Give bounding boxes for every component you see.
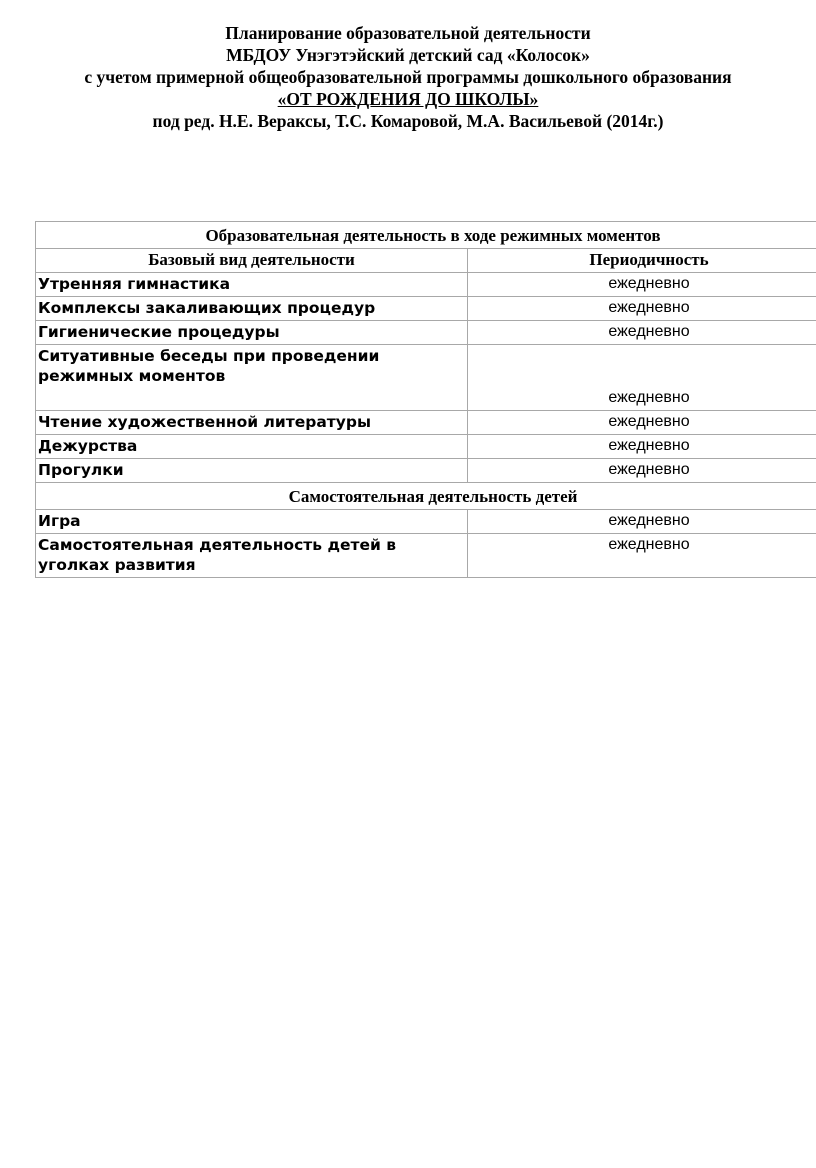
title-line-5: под ред. Н.Е. Вераксы, Т.С. Комаровой, М.А. Васильевой (2014г.) [152, 111, 664, 131]
column-header-periodicity: Периодичность [468, 249, 816, 273]
activity-schedule-table [35, 221, 816, 578]
title-line-3: с учетом примерной общеобразовательной программы дошкольного образования [84, 67, 732, 87]
title-line-1: Планирование образовательной деятельности [225, 23, 591, 43]
activity-cell: Прогулки [36, 459, 468, 483]
activity-cell: Утренняя гимнастика [36, 273, 468, 297]
periodicity-cell: ежедневно [468, 435, 816, 459]
program-name: «ОТ РОЖДЕНИЯ ДО ШКОЛЫ» [277, 89, 539, 109]
activity-cell: Гигиенические процедуры [36, 321, 468, 345]
periodicity-cell: ежедневно [468, 459, 816, 483]
periodicity-cell: ежедневно [468, 321, 816, 345]
table-row [36, 459, 816, 483]
table-row [36, 435, 816, 459]
table-row [36, 297, 816, 321]
periodicity-cell: ежедневно [468, 510, 816, 534]
table-row [36, 345, 816, 411]
document-header [0, 22, 816, 132]
table-row [36, 534, 816, 578]
section-header-row [36, 222, 816, 249]
section-header-row [36, 483, 816, 510]
table-row [36, 321, 816, 345]
section-title-regime: Образовательная деятельность в ходе режимных моментов [36, 222, 816, 249]
table-row [36, 510, 816, 534]
title-line-2: МБДОУ Унэгэтэйский детский сад «Колосок» [226, 45, 590, 65]
activity-cell: Комплексы закаливающих процедур [36, 297, 468, 321]
periodicity-cell: ежедневно [468, 534, 816, 578]
activity-cell: Чтение художественной литературы [36, 411, 468, 435]
table-row [36, 273, 816, 297]
activity-cell: Игра [36, 510, 468, 534]
periodicity-cell: ежедневно [468, 411, 816, 435]
column-header-activity: Базовый вид деятельности [36, 249, 468, 273]
periodicity-cell: ежедневно [468, 297, 816, 321]
periodicity-cell: ежедневно [468, 345, 816, 411]
activity-cell: Дежурства [36, 435, 468, 459]
activity-cell: Ситуативные беседы при проведении режимных моментов [36, 345, 468, 411]
activity-cell: Самостоятельная деятельность детей в уголках развития [36, 534, 468, 578]
column-header-row [36, 249, 816, 273]
table-row [36, 411, 816, 435]
periodicity-cell: ежедневно [468, 273, 816, 297]
section-title-independent: Самостоятельная деятельность детей [36, 483, 816, 510]
